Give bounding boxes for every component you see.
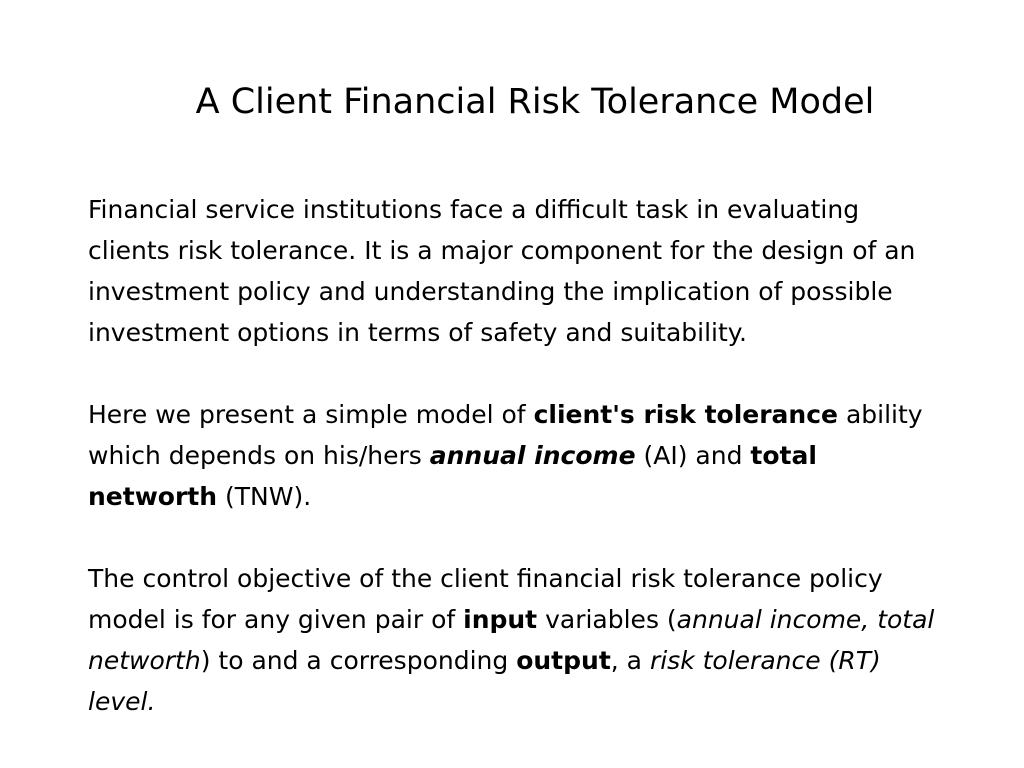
paragraph-intro: Financial service institutions face a difficult task in evaluating clients risk tolerance. It is a major component for the design of an investment policy and understanding the implication of possible investment options in terms of safety and suitability. xyxy=(88,195,916,347)
slide-title: A Client Financial Risk Tolerance Model xyxy=(195,82,875,122)
text-run: Here we present a simple model of xyxy=(88,400,534,429)
emphasis-input: input xyxy=(463,605,538,634)
text-run: ) to and a corresponding xyxy=(200,646,517,675)
paragraph-model xyxy=(88,394,948,517)
emphasis-input-variables: annual income, total networth xyxy=(88,605,935,675)
text-run: (TNW). xyxy=(217,482,312,511)
text-run: (AI) and xyxy=(635,441,751,470)
emphasis-risk-tolerance-level: risk tolerance (RT) level. xyxy=(88,646,881,716)
emphasis-clients-risk-tolerance: client's risk tolerance xyxy=(533,400,838,429)
text-run: The control objective of the client financial risk tolerance policy model is for any given pair of xyxy=(88,564,883,634)
paragraph-objective xyxy=(88,558,948,722)
emphasis-annual-income: annual income xyxy=(429,441,636,470)
text-run: ability which depends on his/hers xyxy=(88,400,923,470)
text-run: , a xyxy=(610,646,650,675)
emphasis-output: output xyxy=(516,646,611,675)
emphasis-total-networth: total networth xyxy=(88,441,817,511)
text-run: variables ( xyxy=(537,605,677,634)
slide-body xyxy=(88,189,948,722)
